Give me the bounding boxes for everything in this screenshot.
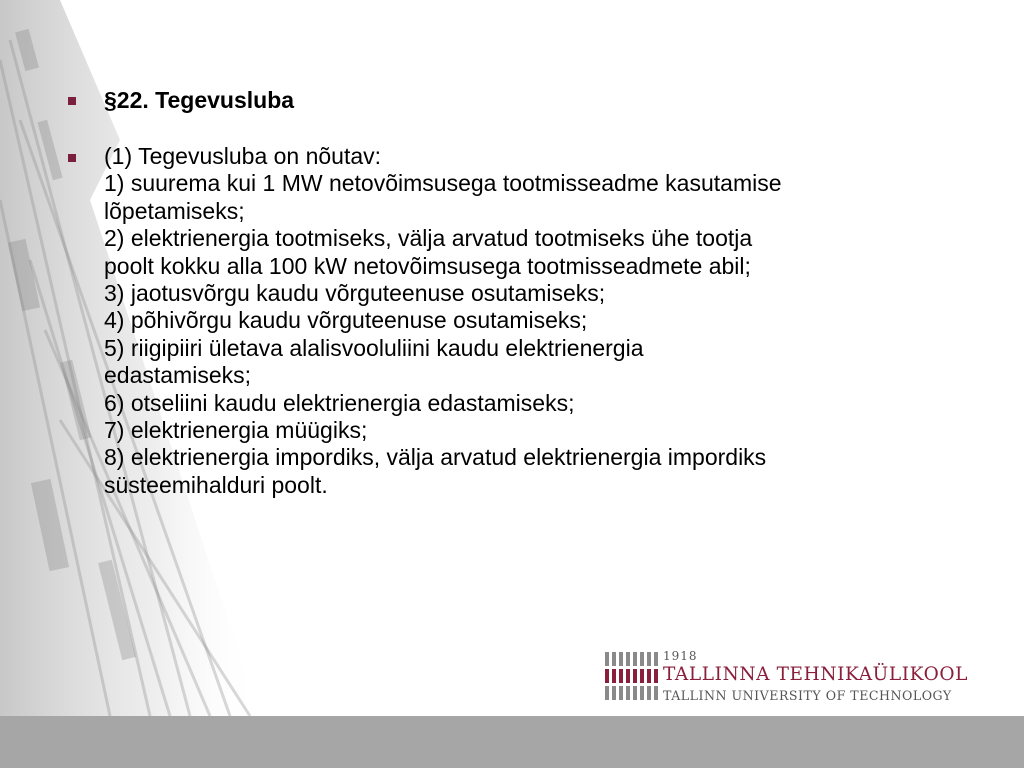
body-line: 6) otseliini kaudu elektrienergia edastamiseks; (104, 389, 575, 416)
body-bullet-item (68, 143, 948, 499)
body-line: 5) riigipiiri ületava alalisvooluliini kaudu elektrienergia (104, 334, 644, 361)
body-line: 7) elektrienergia müügiks; (104, 417, 368, 444)
heading-bullet-item (68, 86, 948, 114)
slide-content (68, 86, 948, 499)
logo-bars-icon (605, 652, 658, 700)
body-line: 2) elektrienergia tootmiseks, välja arvatud tootmiseks ühe tootja (104, 225, 753, 252)
square-bullet-icon (68, 154, 76, 162)
body-line: lõpetamiseks; (104, 197, 245, 224)
logo-university-name: TALLINNA TEHNIKAÜLIKOOL (663, 664, 969, 685)
body-line: edastamiseks; (104, 362, 252, 389)
body-line: süsteemihalduri poolt. (104, 471, 328, 498)
logo-english-name: TALLINN UNIVERSITY OF TECHNOLOGY (663, 688, 952, 703)
body-line: poolt kokku alla 100 kW netovõimsusega tootmisseadmete abil; (104, 252, 751, 279)
slide-heading: §22. Tegevusluba (104, 87, 295, 113)
body-line: 8) elektrienergia impordiks, välja arvatud elektrienergia impordiks (104, 444, 767, 471)
logo-year: 1918 (663, 649, 698, 663)
footer-bar (0, 716, 1024, 768)
body-line: 1) suurema kui 1 MW netovõimsusega tootmisseadme kasutamise (104, 170, 782, 197)
body-line: (1) Tegevusluba on nõutav: (104, 143, 382, 169)
square-bullet-icon (68, 97, 76, 105)
body-line: 3) jaotusvõrgu kaudu võrguteenuse osutamiseks; (104, 280, 606, 307)
body-line: 4) põhivõrgu kaudu võrguteenuse osutamiseks; (104, 307, 588, 334)
